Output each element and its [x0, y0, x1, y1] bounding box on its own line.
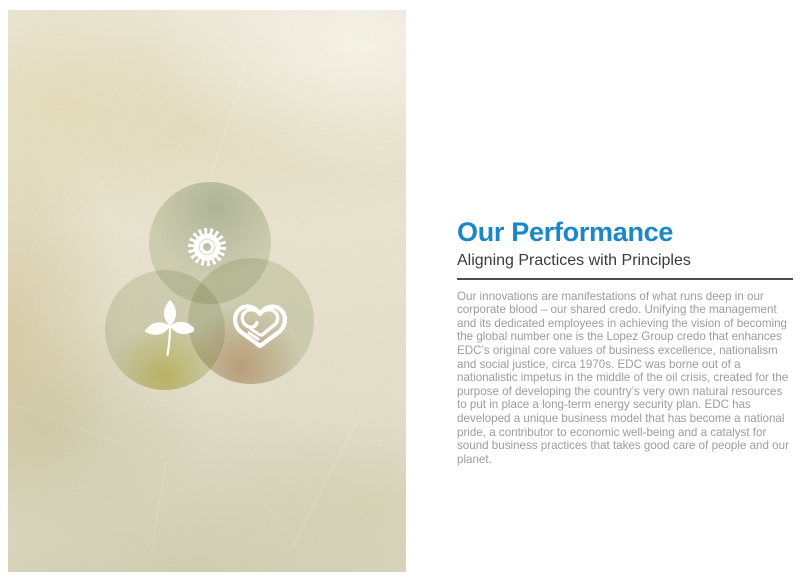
scratch-line: [253, 485, 289, 535]
section-divider: [457, 278, 793, 280]
credo-artwork: [8, 10, 406, 572]
body-paragraph: Our innovations are manifestations of what runs deep in our corporate blood – our shared credo. Unifying the management and its dedicated employees in achieving the vision of becoming the global number one is the Lopez Group credo that enhances EDC’s original core values of business excellence, nationalism and social justice, circa 1970s. EDC was borne out of a nationalistic impetus in the middle of the oil crisis, created for the purpose of developing the country’s very own natural resources to put in place a long-term energy security plan. EDC has developed a unique business model that has become a national pride, a contributor to economic well-being and a catalyst for sound business practices that takes good care of people and our planet.: [457, 289, 789, 466]
page-subtitle: Aligning Practices with Principles: [457, 252, 691, 269]
scratch-line: [292, 414, 361, 548]
scratch-line: [151, 462, 167, 553]
scratch-line: [351, 84, 379, 149]
scratch-line: [8, 395, 123, 444]
scratch-line: [203, 51, 251, 203]
gear-icon: [187, 227, 227, 267]
content-column: [457, 218, 793, 466]
page-title: Our Performance: [457, 217, 674, 247]
scratch-line: [77, 157, 124, 216]
leaf-icon: [138, 298, 194, 358]
heart-icon: [232, 302, 288, 350]
